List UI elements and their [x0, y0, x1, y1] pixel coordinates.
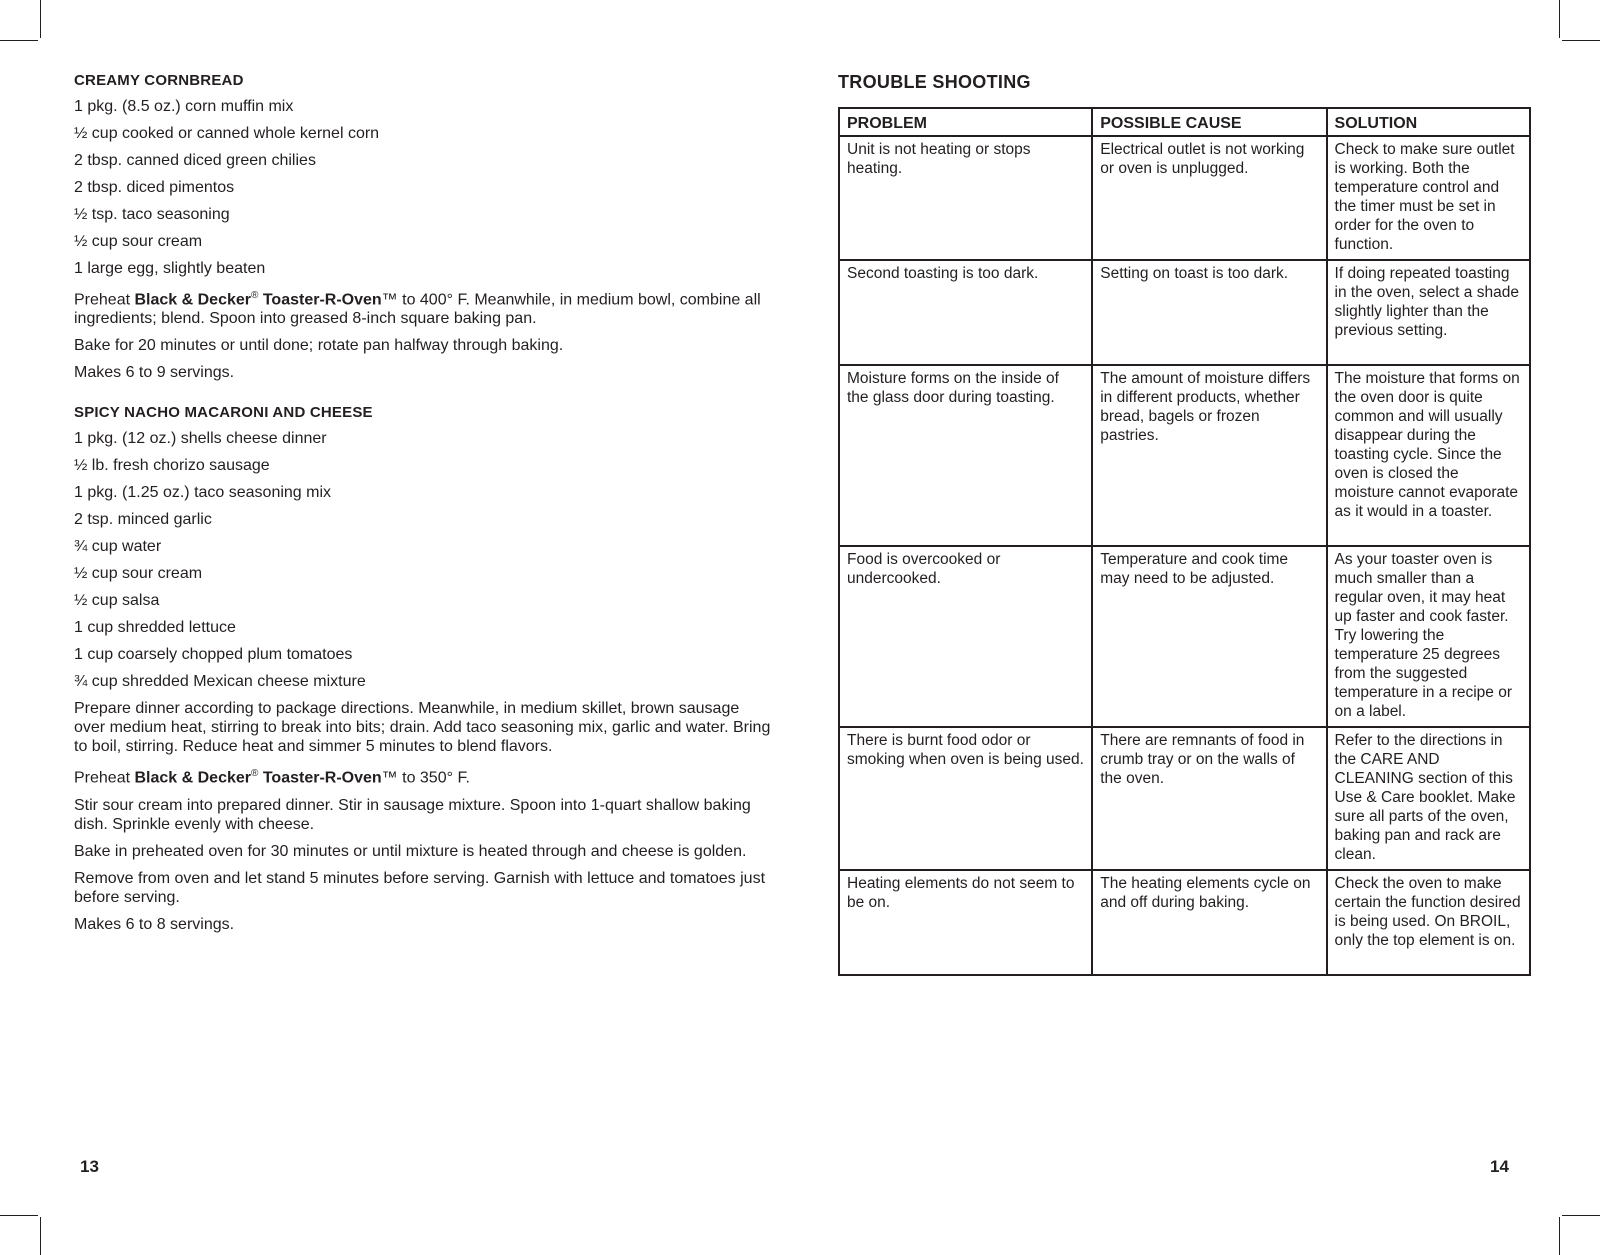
column-header-solution: SOLUTION — [1327, 108, 1530, 136]
solution-cell: If doing repeated toasting in the oven, select a shade slightly lighter than the previous setting. — [1327, 260, 1530, 365]
ingredient-item: 1 pkg. (8.5 oz.) corn muffin mix — [74, 98, 294, 115]
solution-cell: Check the oven to make certain the function desired is being used. On BROIL, only the top element is on. — [1327, 870, 1530, 975]
problem-cell: Moisture forms on the inside of the glass door during toasting. — [839, 365, 1092, 546]
ingredient-item: 1 cup shredded lettuce — [74, 619, 236, 637]
recipe-step: Prepare dinner according to package directions. Meanwhile, in medium skillet, brown sausage over medium heat, stirring to break into bits; drain. Add taco seasoning mix, garlic and water. Bring to boil, stirring. Reduce heat and simmer 5 minutes to blend flavors. — [74, 700, 771, 756]
problem-cell: Unit is not heating or stops heating. — [839, 136, 1092, 260]
crop-mark — [1559, 1217, 1560, 1255]
ingredient-item: ½ cup sour cream — [74, 565, 203, 583]
servings-text: Makes 6 to 9 servings. — [74, 364, 235, 382]
brand-name: Black & Decker — [134, 769, 251, 787]
registered-mark: ® — [251, 290, 259, 301]
servings-text: Makes 6 to 8 servings. — [74, 915, 235, 933]
recipe-title: CREAMY CORNBREAD — [74, 72, 244, 89]
preheat-prefix: Preheat — [74, 291, 135, 309]
cause-cell: The heating elements cycle on and off during baking. — [1092, 870, 1326, 975]
ingredient-list — [74, 429, 774, 691]
problem-cell: Food is overcooked or undercooked. — [839, 546, 1092, 727]
recipe-step: Bake for 20 minutes or until done; rotate pan halfway through baking. — [74, 337, 564, 355]
preheat-prefix: Preheat — [74, 769, 135, 787]
problem-cell: Second toasting is too dark. — [839, 260, 1092, 365]
ingredient-item: 1 pkg. (12 oz.) shells cheese dinner — [74, 430, 327, 448]
ingredient-list — [74, 97, 774, 278]
preheat-suffix: ™ to 400° F. Meanwhile, in medium bowl, combine all ingredients; blend. Spoon into greased 8-inch square baking pan. — [74, 291, 761, 328]
column-header-problem: PROBLEM — [839, 108, 1092, 136]
crop-mark — [0, 40, 38, 41]
preheat-suffix: ™ to 350° F. — [381, 769, 470, 787]
troubleshooting-section — [838, 72, 1532, 976]
recipe-step: Stir sour cream into prepared dinner. Stir in sausage mixture. Spoon into 1-quart shallow baking dish. Sprinkle evenly with cheese. — [74, 796, 751, 833]
preheat-instruction — [74, 286, 774, 328]
brand-name: Black & Decker — [134, 291, 251, 309]
product-name: Toaster-R-Oven — [262, 291, 382, 309]
ingredient-item: 2 tbsp. diced pimentos — [74, 179, 235, 196]
cause-cell: Setting on toast is too dark. — [1092, 260, 1326, 365]
crop-mark — [0, 1215, 38, 1216]
solution-cell: The moisture that forms on the oven door is quite common and will usually disappear during the toasting cycle. Since the oven is closed the moisture cannot evaporate as it would in a toaster. — [1327, 365, 1530, 546]
cause-cell: The amount of moisture differs in different products, whether bread, bagels or frozen pastries. — [1092, 365, 1326, 546]
preheat-instruction — [74, 764, 774, 787]
ingredient-item: 1 pkg. (1.25 oz.) taco seasoning mix — [74, 484, 332, 502]
recipe-step: Bake in preheated oven for 30 minutes or until mixture is heated through and cheese is golden. — [74, 842, 747, 860]
ingredient-item: ¾ cup shredded Mexican cheese mixture — [74, 673, 366, 691]
crop-mark — [1562, 1215, 1600, 1216]
recipe-spicy-nacho-macaroni — [74, 404, 774, 933]
solution-cell: Check to make sure outlet is working. Both the temperature control and the timer must be set in order for the oven to function. — [1327, 136, 1530, 260]
ingredient-item: 1 large egg, slightly beaten — [74, 260, 266, 277]
section-title: TROUBLE SHOOTING — [838, 72, 1031, 92]
ingredient-item: ½ cup sour cream — [74, 233, 203, 250]
ingredient-item: 1 cup coarsely chopped plum tomatoes — [74, 646, 353, 664]
ingredient-item: ¾ cup water — [74, 538, 162, 556]
recipe-creamy-cornbread — [74, 72, 774, 382]
table-row — [839, 870, 1530, 975]
troubleshooting-table — [838, 107, 1531, 976]
table-header-row — [839, 108, 1530, 136]
solution-cell: As your toaster oven is much smaller than a regular oven, it may heat up faster and cook faster. Try lowering the temperature 25 degrees from the suggested temperature in a recipe or on a label. — [1327, 546, 1530, 727]
cause-cell: Temperature and cook time may need to be adjusted. — [1092, 546, 1326, 727]
cause-cell: There are remnants of food in crumb tray or on the walls of the oven. — [1092, 727, 1326, 870]
table-row — [839, 546, 1530, 727]
ingredient-item: ½ cup salsa — [74, 592, 160, 610]
crop-mark — [1559, 0, 1560, 38]
problem-cell: Heating elements do not seem to be on. — [839, 870, 1092, 975]
ingredient-item: ½ cup cooked or canned whole kernel corn — [74, 125, 380, 142]
recipe-step: Remove from oven and let stand 5 minutes before serving. Garnish with lettuce and tomatoes just before serving. — [74, 869, 766, 906]
solution-cell: Refer to the directions in the CARE AND CLEANING section of this Use & Care booklet. Make sure all parts of the oven, baking pan and rack are clean. — [1327, 727, 1530, 870]
cause-cell: Electrical outlet is not working or oven is unplugged. — [1092, 136, 1326, 260]
crop-mark — [40, 0, 41, 38]
column-header-possible-cause: POSSIBLE CAUSE — [1092, 108, 1326, 136]
page-number-right: 14 — [1490, 1157, 1509, 1176]
recipes-column — [74, 72, 774, 942]
recipe-title: SPICY NACHO MACARONI AND CHEESE — [74, 404, 373, 422]
ingredient-item: 2 tbsp. canned diced green chilies — [74, 152, 316, 169]
table-row — [839, 365, 1530, 546]
table-row — [839, 260, 1530, 365]
product-name: Toaster-R-Oven — [262, 769, 382, 787]
registered-mark: ® — [251, 768, 259, 780]
page-number-left: 13 — [80, 1157, 99, 1176]
ingredient-item: 2 tsp. minced garlic — [74, 511, 212, 529]
table-row — [839, 727, 1530, 870]
ingredient-item: ½ tsp. taco seasoning — [74, 206, 230, 223]
ingredient-item: ½ lb. fresh chorizo sausage — [74, 457, 270, 475]
problem-cell: There is burnt food odor or smoking when oven is being used. — [839, 727, 1092, 870]
crop-mark — [40, 1217, 41, 1255]
crop-mark — [1562, 40, 1600, 41]
table-row — [839, 136, 1530, 260]
